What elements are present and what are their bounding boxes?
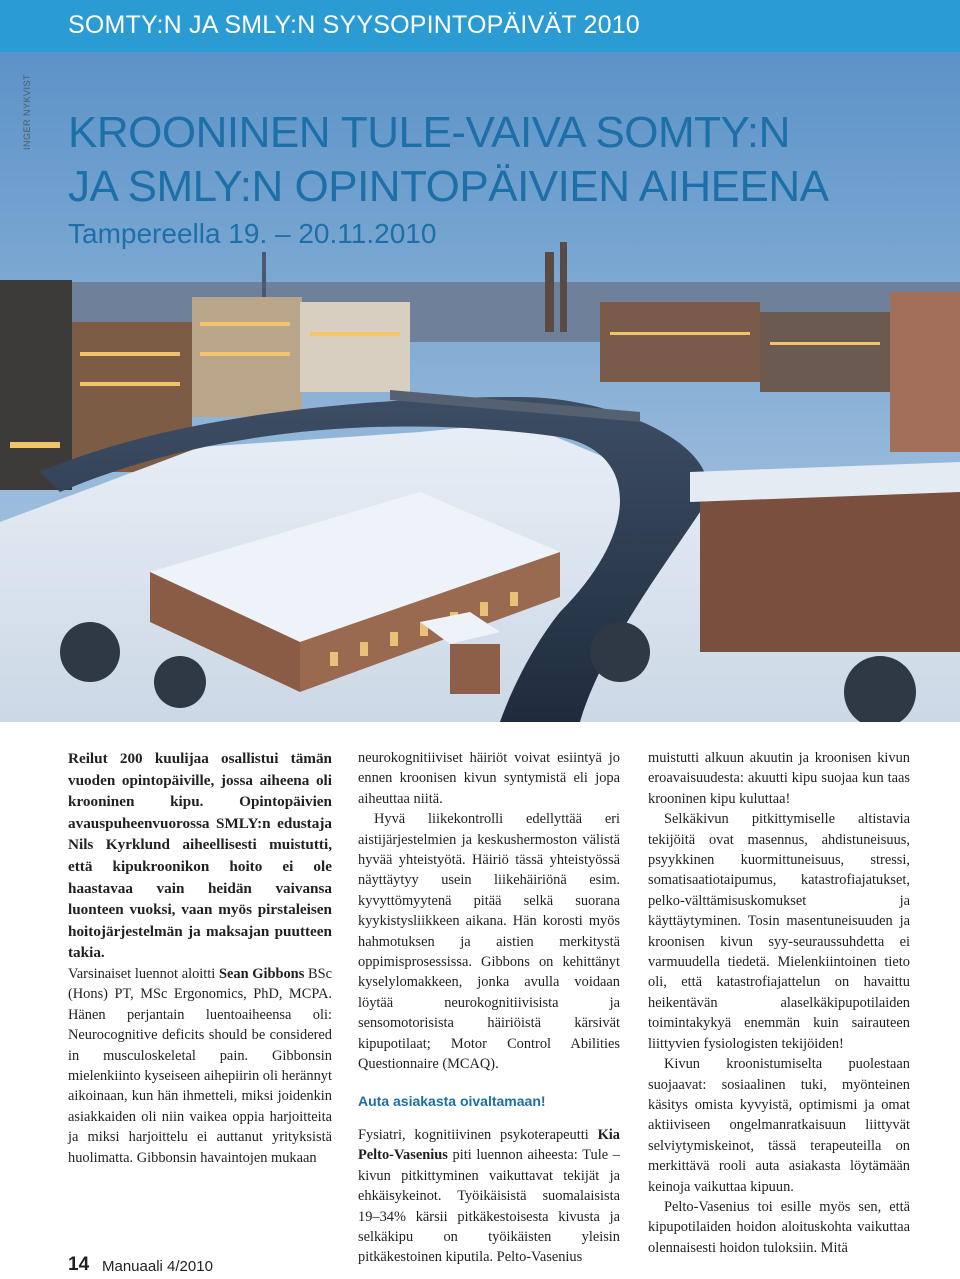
section-header-title: SOMTY:N JA SMLY:N SYYSOPINTOPÄIVÄT 2010 bbox=[68, 11, 640, 39]
body-paragraph: Hyvä liikekontrolli edellyttää eri aistijärjestelmien ja keskushermoston välistä hyvää yhteistyötä. Häiriö tässä yhteistyössä näyttäytyy usein liikehäiriönä esim. kyvyttömyytenä pitää selkä suorana kyykistysliikkeen aikana. Hän korosti myös hahmotuksen ja aistien merkitystä oppimisprosessissa. Gibbons on kehittänyt kyselylomakkeen, jonka avulla voidaan löytää neurokognitiivisista ja sensomotorisista häiriöistä kärsivät kipupotilaat; Motor Control Abilities Questionnaire (MCAQ). bbox=[358, 811, 620, 1073]
article-headline bbox=[68, 106, 828, 214]
speaker-name: Kia Pelto-Vasenius bbox=[358, 1126, 620, 1164]
section-subtitle: Auta asiakasta oivaltamaan! bbox=[358, 1092, 546, 1109]
speaker-name: Sean Gibbons bbox=[219, 965, 305, 982]
article-column-2 bbox=[358, 748, 620, 1268]
page-number: 14 bbox=[68, 1254, 90, 1275]
lead-paragraph: Reilut 200 kuulijaa osallistui tämän vuoden opintopäiville, jossa aiheena oli krooninen kipu. Opintopäivien avauspuheenvuorossa SMLY:n edustaja Nils Kyrklund aiheellisesti muistutti, että kipukroonikon hoito ei ole haastavaa vain heidän vaivansa luonteen vuoksi, vaan myös pirstaleisen hoitojärjestelmän ja maksajan puutteen takia. bbox=[68, 750, 332, 962]
body-paragraph bbox=[68, 964, 332, 1168]
paragraph-text: BSc (Hons) PT, MSc Ergonomics, PhD, MCPA. Hänen perjantain luentoaiheensa oli: Neurocognitive deficits should be considered in musculoskeletal pain. Gibbonsin mielenkiinto kyseiseen aihepiirin oli herännyt aikoinaan, kun hän ihmetteli, miksi joidenkin asiakkaiden oli niin vaikea oppia harjoitteita ja miksi harjoittelu ei auttanut yrityksistä huolimatta. Gibbonsin havaintojen mukaan bbox=[68, 965, 332, 1166]
body-paragraph: muistutti alkuun akuutin ja kroonisen kivun eroavaisuudesta: akuutti kipu suojaa kun taas krooninen kipu kuluttaa! bbox=[648, 750, 910, 807]
article-column-3 bbox=[648, 748, 910, 1258]
body-paragraph: neurokognitiiviset häiriöt voivat esiintyä jo ennen kroonisen kivun syntymistä eli jopa aiheuttaa niitä. bbox=[358, 750, 620, 807]
body-paragraph: Kivun kroonistumiselta puolestaan suojaavat: sosiaalinen tuki, myönteinen käsitys omista kyvyistä, optimismi ja omat aktiiviseen ongelmanratkaisuun liittyvät selviytymiskeinot, tässä terapeuteilla on merkittävä rooli auta asiakasta löytämään keinoja vaikuttaa kipuun. bbox=[648, 1056, 910, 1195]
section-header-bar bbox=[0, 0, 960, 52]
paragraph-text: Fysiatri, kognitiivinen psykoterapeutti bbox=[358, 1126, 598, 1143]
headline-line-2: JA SMLY:N OPINTOPÄIVIEN AIHEENA bbox=[68, 162, 829, 211]
body-paragraph bbox=[358, 1125, 620, 1268]
article-subheading: Tampereella 19. – 20.11.2010 bbox=[68, 218, 437, 249]
paragraph-text: Varsinaiset luennot aloitti bbox=[68, 965, 219, 982]
magazine-issue: Manuaali 4/2010 bbox=[102, 1258, 213, 1275]
body-paragraph: Pelto-Vasenius toi esille myös sen, että kipupotilaiden hoidon aloituskohta vaikuttaa olennaisesti hoidon tuloksiin. Mitä bbox=[648, 1198, 910, 1256]
body-paragraph: Selkäkivun pitkittymiselle altistavia tekijöitä ovat masennus, ahdistuneisuus, psyykkinen kuormittuneisuus, stressi, somatisaatiotaipumus, katastrofiajatukset, pelko-välttämisuskomukset ja käyttäytyminen. Tosin masentuneisuuden ja kroonisen kivun syy-seuraussuhdetta ei varmuudella tiedetä. Mielenkiintoinen tieto oli, että katastrofiajattelun on havaittu heikentävän alaselkäkipupotilaiden toimintakykyä enemmän kuin sairauteen liittyvien fysiologisten tekijöiden! bbox=[648, 811, 910, 1052]
photo-credit: INGER NYKVIST bbox=[22, 73, 32, 150]
headline-line-1: KROONINEN TULE-VAIVA SOMTY:N bbox=[68, 108, 790, 157]
article-column-1 bbox=[68, 748, 332, 1168]
paragraph-text: piti luennon aiheesta: Tule – kivun pitkittyminen vaikuttavat tekijät ja ehkäisykeinot. Työikäisistä suomalaisista 19–34% kärsii pitkäkestoisesta kivusta ja selkäkipu on työikäisten yleisin pitkäkestoinen kiputila. Pelto-Vasenius bbox=[358, 1147, 620, 1266]
